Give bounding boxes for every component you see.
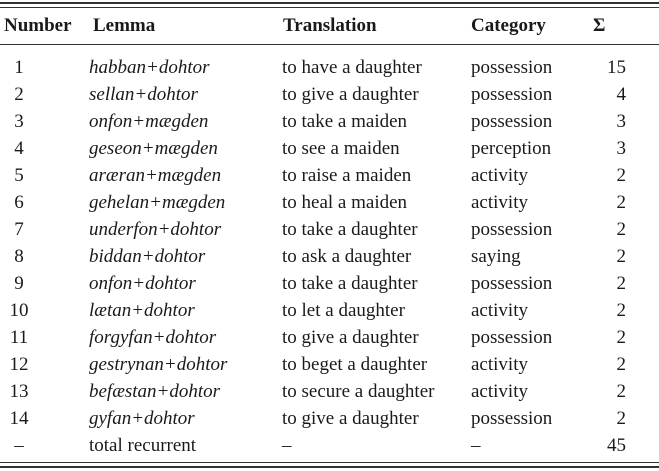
cell-lemma: gestrynan+dohtor (89, 354, 228, 375)
cell-lemma: onfon+mægden (89, 111, 209, 132)
bottom-rule-inner (0, 462, 659, 463)
cell-translation: to take a maiden (282, 111, 408, 132)
cell-category: possession (471, 111, 553, 132)
table-row (0, 405, 659, 432)
cell-number: 6 (14, 192, 24, 213)
cell-sum: 2 (616, 300, 626, 321)
cell-category: possession (471, 219, 553, 240)
cell-number: 7 (14, 219, 24, 240)
top-rule-inner (0, 7, 659, 8)
cell-category: activity (471, 381, 528, 402)
table-row (0, 81, 659, 108)
header-translation: Translation (283, 15, 377, 36)
cell-sum: 2 (616, 273, 626, 294)
bottom-rule (0, 466, 659, 468)
cell-sum: 15 (607, 57, 626, 78)
cell-translation: to give a daughter (282, 84, 419, 105)
cell-category: possession (471, 84, 553, 105)
cell-number: 13 (9, 381, 29, 402)
cell-number: 5 (14, 165, 24, 186)
cell-sum: 2 (616, 327, 626, 348)
top-rule (0, 2, 659, 4)
cell-translation: to let a daughter (282, 300, 405, 321)
table-row (0, 108, 659, 135)
cell-lemma: onfon+dohtor (89, 273, 196, 294)
cell-sum: 2 (616, 354, 626, 375)
cell-number: – (14, 435, 24, 456)
cell-category: perception (471, 138, 552, 159)
cell-translation: to beget a daughter (282, 354, 428, 375)
cell-number: 10 (9, 300, 29, 321)
cell-category: activity (471, 354, 528, 375)
cell-lemma: gyfan+dohtor (89, 408, 195, 429)
table-row (0, 189, 659, 216)
header-category: Category (471, 15, 546, 36)
table-row (0, 378, 659, 405)
header-number: Number (4, 15, 72, 36)
cell-translation: to take a daughter (282, 273, 418, 294)
cell-translation: to heal a maiden (282, 192, 408, 213)
cell-sum: 4 (616, 84, 626, 105)
table-row (0, 216, 659, 243)
cell-sum: 2 (616, 246, 626, 267)
table-row (0, 243, 659, 270)
table-row (0, 162, 659, 189)
cell-category: possession (471, 327, 553, 348)
cell-sum: 2 (616, 192, 626, 213)
cell-category: – (471, 435, 481, 456)
cell-number: 9 (14, 273, 24, 294)
cell-sum: 2 (616, 408, 626, 429)
cell-category: possession (471, 408, 553, 429)
cell-sum: 2 (616, 165, 626, 186)
cell-number: 2 (14, 84, 24, 105)
cell-translation: – (282, 435, 292, 456)
table-row (0, 324, 659, 351)
cell-lemma: forgyfan+dohtor (89, 327, 217, 348)
cell-number: 11 (9, 327, 29, 348)
cell-total-sum: 45 (607, 435, 626, 456)
table-row (0, 270, 659, 297)
cell-lemma: underfon+dohtor (89, 219, 222, 240)
table-row (0, 297, 659, 324)
cell-number: 1 (14, 57, 24, 78)
cell-lemma: biddan+dohtor (89, 246, 206, 267)
cell-number: 14 (9, 408, 29, 429)
cell-total-label: total recurrent (89, 435, 197, 456)
table-row (0, 351, 659, 378)
cell-category: activity (471, 165, 528, 186)
cell-category: activity (471, 192, 528, 213)
cell-lemma: lætan+dohtor (89, 300, 195, 321)
cell-translation: to see a maiden (282, 138, 400, 159)
cell-translation: to give a daughter (282, 408, 419, 429)
header-sum: Σ (593, 15, 606, 36)
cell-lemma: habban+dohtor (89, 57, 210, 78)
header-lemma: Lemma (93, 15, 156, 36)
cell-translation: to raise a maiden (282, 165, 412, 186)
cell-category: possession (471, 57, 553, 78)
cell-sum: 2 (616, 381, 626, 402)
cell-sum: 2 (616, 219, 626, 240)
cell-lemma: aræran+mægden (89, 165, 222, 186)
header-rule (0, 44, 659, 45)
cell-lemma: gehelan+mægden (89, 192, 226, 213)
cell-sum: 3 (616, 138, 626, 159)
cell-number: 4 (14, 138, 24, 159)
cell-translation: to have a daughter (282, 57, 422, 78)
cell-translation: to ask a daughter (282, 246, 412, 267)
cell-sum: 3 (616, 111, 626, 132)
cell-lemma: geseon+mægden (89, 138, 218, 159)
cell-lemma: sellan+dohtor (89, 84, 198, 105)
cell-translation: to take a daughter (282, 219, 418, 240)
cell-lemma: befæstan+dohtor (89, 381, 221, 402)
cell-category: saying (471, 246, 521, 267)
cell-number: 12 (9, 354, 29, 375)
cell-category: activity (471, 300, 528, 321)
table-total-row (0, 432, 659, 459)
cell-translation: to give a daughter (282, 327, 419, 348)
cell-number: 8 (14, 246, 24, 267)
cell-number: 3 (14, 111, 24, 132)
table-row (0, 54, 659, 81)
table-row (0, 135, 659, 162)
cell-category: possession (471, 273, 553, 294)
cell-translation: to secure a daughter (282, 381, 435, 402)
